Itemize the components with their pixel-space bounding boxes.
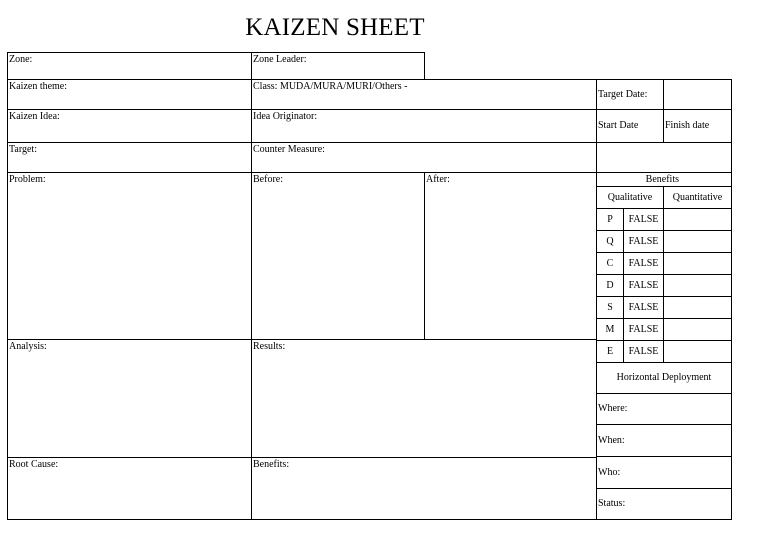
target-field[interactable] xyxy=(7,142,252,173)
class-label: Class: MUDA/MURA/MURI/Others - xyxy=(253,81,408,92)
kaizen-theme-field[interactable] xyxy=(7,79,252,110)
kaizen-theme-label: Kaizen theme: xyxy=(9,81,68,92)
benefit-letter: S xyxy=(607,301,613,313)
horizontal-deployment-label: Horizontal Deployment xyxy=(616,372,712,383)
quantitative-label: Quantitative xyxy=(672,191,723,203)
benefits-text-field[interactable] xyxy=(251,457,597,520)
benefit-letter-cell xyxy=(596,340,624,363)
kaizen-idea-field[interactable] xyxy=(7,109,252,143)
results-field[interactable] xyxy=(251,339,597,458)
benefit-letter-cell xyxy=(596,274,624,297)
after-label: After: xyxy=(426,174,450,185)
class-field[interactable] xyxy=(251,79,597,110)
results-label: Results: xyxy=(253,341,286,352)
benefit-letter-cell xyxy=(596,230,624,253)
qualitative-label: Qualitative xyxy=(607,191,653,203)
benefit-letter-cell xyxy=(596,252,624,275)
root-cause-field[interactable] xyxy=(7,457,252,520)
analysis-field[interactable] xyxy=(7,339,252,458)
benefit-letter-cell xyxy=(596,208,624,231)
who-field[interactable] xyxy=(596,456,732,489)
benefits-text-label: Benefits: xyxy=(253,459,290,470)
benefit-qualitative-cell[interactable] xyxy=(623,296,664,319)
when-field[interactable] xyxy=(596,424,732,457)
benefit-qualitative-cell[interactable] xyxy=(623,318,664,341)
horizontal-deployment-header xyxy=(596,362,732,394)
problem-label: Problem: xyxy=(9,174,46,185)
benefit-qualitative-cell[interactable] xyxy=(623,340,664,363)
benefit-quantitative-cell[interactable] xyxy=(663,340,732,363)
benefit-quantitative-cell[interactable] xyxy=(663,208,732,231)
target-date-label: Target Date: xyxy=(598,88,648,100)
benefit-letter: M xyxy=(605,323,615,335)
benefit-quantitative-cell[interactable] xyxy=(663,230,732,253)
finish-date-label: Finish date xyxy=(665,120,710,131)
zone-label: Zone: xyxy=(9,54,33,65)
where-field[interactable] xyxy=(596,393,732,425)
benefit-qualitative-cell[interactable] xyxy=(623,208,664,231)
qualitative-header xyxy=(596,186,664,209)
page-title: KAIZEN SHEET xyxy=(245,14,425,41)
benefit-letter: P xyxy=(607,213,613,225)
quantitative-header xyxy=(663,186,732,209)
idea-originator-label: Idea Originator: xyxy=(253,111,318,122)
counter-measure-field[interactable] xyxy=(251,142,597,173)
idea-originator-field[interactable] xyxy=(251,109,597,143)
zone-leader-field[interactable] xyxy=(251,52,425,80)
benefits-header-label: Benefits xyxy=(645,174,679,185)
benefit-letter: C xyxy=(606,257,614,269)
benefit-quantitative-cell[interactable] xyxy=(663,296,732,319)
benefit-qualitative-cell[interactable] xyxy=(623,274,664,297)
analysis-label: Analysis: xyxy=(9,341,47,352)
target-date-label-cell xyxy=(596,79,664,110)
benefit-qualitative-cell[interactable] xyxy=(623,230,664,253)
target-label: Target: xyxy=(9,144,37,155)
finish-date-cell xyxy=(663,109,732,143)
benefit-letter-cell xyxy=(596,318,624,341)
benefits-header xyxy=(596,172,732,187)
target-date-field[interactable] xyxy=(663,79,732,110)
benefit-value: FALSE xyxy=(628,323,659,335)
benefit-letter: D xyxy=(606,279,614,291)
benefit-quantitative-cell[interactable] xyxy=(663,252,732,275)
status-label: Status: xyxy=(598,498,626,509)
benefit-letter: Q xyxy=(606,235,614,247)
benefit-value: FALSE xyxy=(628,279,659,291)
date-values-field[interactable] xyxy=(596,142,732,173)
who-label: Who: xyxy=(598,466,621,478)
benefit-value: FALSE xyxy=(628,235,659,247)
benefit-letter-cell xyxy=(596,296,624,319)
benefit-value: FALSE xyxy=(628,213,659,225)
start-date-cell xyxy=(596,109,664,143)
counter-measure-label: Counter Measure: xyxy=(253,144,325,155)
benefit-value: FALSE xyxy=(628,257,659,269)
benefit-quantitative-cell[interactable] xyxy=(663,274,732,297)
before-label: Before: xyxy=(253,174,283,185)
benefit-value: FALSE xyxy=(628,345,659,357)
benefit-quantitative-cell[interactable] xyxy=(663,318,732,341)
where-label: Where: xyxy=(598,403,628,414)
before-field[interactable] xyxy=(251,172,425,340)
zone-field[interactable] xyxy=(7,52,252,80)
root-cause-label: Root Cause: xyxy=(9,459,59,470)
benefit-letter: E xyxy=(606,345,614,357)
benefit-qualitative-cell[interactable] xyxy=(623,252,664,275)
problem-field[interactable] xyxy=(7,172,252,340)
status-field[interactable] xyxy=(596,488,732,520)
start-date-label: Start Date xyxy=(598,120,639,131)
kaizen-idea-label: Kaizen Idea: xyxy=(9,111,60,122)
benefit-value: FALSE xyxy=(628,301,659,313)
when-label: When: xyxy=(598,434,625,446)
after-field[interactable] xyxy=(424,172,597,340)
zone-leader-label: Zone Leader: xyxy=(253,54,307,65)
